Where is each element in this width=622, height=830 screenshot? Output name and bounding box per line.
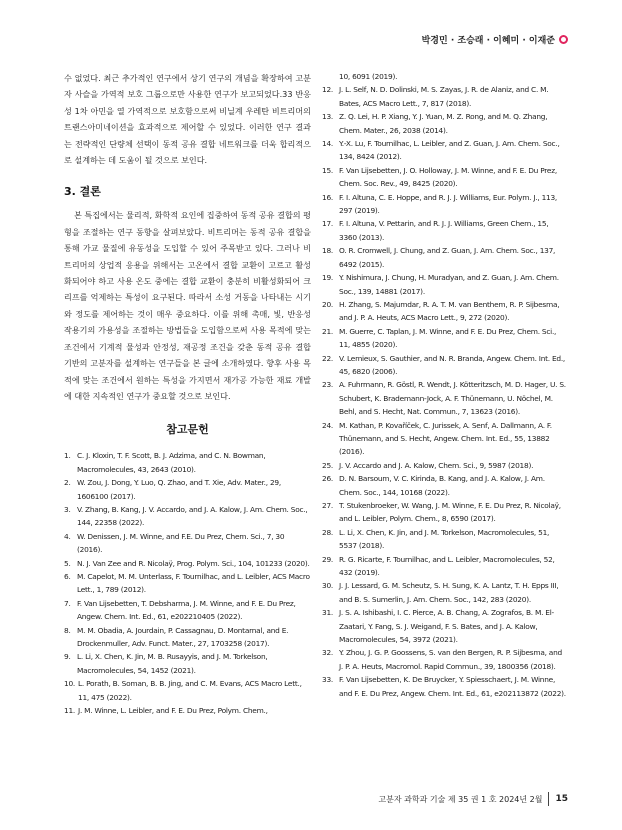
reference-number: 28. [322,527,334,537]
reference-text: Y. Zhou, J. G. P. Goossens, S. van den Bergen, R. P. Sijbesma, and J. P. A. Heuts, Macromol. Rapid Commun., 39, 1800356 (2018). [339,648,562,671]
left-column [64,70,311,717]
reference-number: 23. [322,380,334,390]
reference-text: F. Van Lijsebetten, T. Debsharma, J. M. Winne, and F. E. Du Prez, Angew. Chem. Int. Ed., 61, e202210405 (2022). [77,598,296,622]
reference-item [322,271,567,298]
right-column [322,70,567,700]
reference-item [64,557,311,570]
reference-item [322,83,567,110]
reference-number: 13. [322,112,334,122]
reference-number: 3. [64,504,71,514]
reference-item [322,646,567,673]
reference-text: A. Fuhrmann, R. Göstl, R. Wendt, J. Kötteritzsch, M. D. Hager, U. S. Schubert, K. Brademann-Jock, A. F. Thünemann, U. Nöchel, M. Behl, and S. Hecht, Nat. Commun., 7, 13623 (2016). [339,380,566,417]
reference-number: 8. [64,625,71,635]
reference-text: V. Zhang, B. Kang, J. V. Accardo, and J. A. Kalow, J. Am. Chem. Soc., 144, 22358 (2022). [77,504,308,528]
reference-number: 21. [322,326,334,336]
reference-item [64,650,311,677]
reference-text: L. Li, X. Chen, K. Jin, and J. M. Torkelson, Macromolecules, 51, 5537 (2018). [339,527,550,551]
reference-item [322,137,567,164]
reference-text: Y.-X. Lu, F. Tournilhac, L. Leibler, and Z. Guan, J. Am. Chem. Soc., 134, 8424 (2012). [339,139,560,162]
reference-text: L. Porath, B. Soman, B. B. Jing, and C. M. Evans, ACS Macro Lett., 11, 475 (2022). [78,679,302,702]
reference-text: J. S. A. Ishibashi, I. C. Pierce, A. B. Chang, A. Zografos, B. M. El-Zaatari, Y. Fang, S. J. Weigand, F. S. Bates, and J. A. Kalow, Macromolecules, 54, 3972 (2021). [339,608,554,645]
reference-item [322,459,567,472]
reference-text: W. Zou, J. Dong, Y. Luo, Q. Zhao, and T. Xie, Adv. Mater., 29, 1606100 (2017). [77,478,281,501]
body-paragraph-1: 수 없었다. 최근 추가적인 연구에서 상기 연구의 개념을 확장하여 고분자 사슬을 가역적 보호 그룹으로만 사용한 연구가 보고되었다.33 반응성 1차 아민을 열 가역적으로 보호함으로써 비닐계 우레탄 비트리머의 트랜스아미네이션을 효과적으로 제어할 수 있었다. 이러한 연구 결과는 전략적인 단량체 선택이 동적 공유 결합 네트워크를 더욱 합리적으로 설계하는 데 도움이 될 것으로 보인다. [64,73,311,166]
reference-number: 32. [322,648,334,658]
reference-item [322,110,567,137]
reference-number: 1. [64,451,71,461]
reference-number: 2. [64,478,71,488]
reference-number: 22. [322,353,334,363]
reference-item [64,624,311,651]
reference-text: R. G. Ricarte, F. Tournilhac, and L. Leibler, Macromolecules, 52, 432 (2019). [339,554,555,578]
reference-item [322,472,567,499]
reference-number: 15. [322,165,334,175]
reference-item [322,352,567,379]
reference-number: 6. [64,571,71,581]
reference-text: F. Van Lijsebetten, J. O. Holloway, J. M. Winne, and F. E. Du Prez, Chem. Soc. Rev., 49, 8425 (2020). [339,165,557,189]
reference-text: C. J. Kloxin, T. F. Scott, B. J. Adzima, and C. N. Bowman, Macromolecules, 43, 2643 (2010). [77,451,266,474]
reference-item [322,526,567,553]
references-title: 참고문헌 [166,423,209,437]
running-header [422,33,568,46]
reference-text: O. R. Cromwell, J. Chung, and Z. Guan, J. Am. Chem. Soc., 137, 6492 (2015). [339,246,556,269]
reference-text: T. Stukenbroeker, W. Wang, J. M. Winne, F. E. Du Prez, R. Nicolaÿ, and L. Leibler, Polym. Chem., 8, 6590 (2017). [339,501,561,524]
reference-item [322,164,567,191]
reference-number: 18. [322,246,334,256]
reference-item [322,325,567,352]
body-paragraph-2: 본 특집에서는 물리적, 화학적 요인에 집중하여 동적 공유 결합의 평형을 조절하는 연구 동향을 살펴보았다. 비트리머는 동적 공유 결합을 통해 가교 물질에 유동성을 도입할 수 있어 주목받고 있다. 그러나 비트리머의 상업적 응용을 위해서는 고온에서 결합 교환이 고르고 활성화되어야 하고 사용 온도 중에는 결합 교환이 충분히 비활성화되어 크리프를 억제하는 특성이 요구된다. 따라서 소성 거동을 나타내는 시기와 정도를 제어하는 것이 매우 중요하다. 이를 위해 촉매, 빛, 반응성 작용기의 가용성을 조절하는 방법들을 도입함으로써 사용 목적에 맞는 조건에서 기계적 물성과 안정성, 재공정 조건을 갖춘 동적 공유 결합 기반의 고분자를 설계하는 연구들을 본 글에 소개하였다. 향후 사용 목적에 맞는 조건에서 원하는 특성을 가지면서 재가공 가능한 재료 개발에 대한 지속적인 연구가 중요할 것으로 보인다. [64,210,311,401]
reference-text: J. M. Winne, L. Leibler, and F. E. Du Prez, Polym. Chem., [78,706,268,716]
reference-number: 25. [322,460,334,470]
reference-number: 11. [64,706,76,716]
reference-number: 19. [322,273,334,283]
reference-number: 24. [322,420,334,430]
reference-number: 4. [64,531,71,541]
reference-number: 12. [322,85,334,95]
reference-item [64,570,311,597]
reference-item [64,449,311,476]
reference-item [322,70,567,83]
reference-text: V. Lemieux, S. Gauthier, and N. R. Branda, Angew. Chem. Int. Ed., 45, 6820 (2006). [339,353,566,376]
reference-number: 10. [64,679,76,689]
page-number: 15 [555,794,568,804]
reference-item [64,530,311,557]
reference-item [64,503,311,530]
reference-text: Z. Q. Lei, H. P. Xiang, Y. J. Yuan, M. Z. Rong, and M. Q. Zhang, Chem. Mater., 26, 2038 (2014). [339,112,548,135]
reference-number: 30. [322,581,334,591]
header-authors: 박경민 · 조승래 · 이혜미 · 이재준 [421,36,555,46]
header-circle-icon [559,35,568,44]
reference-item [64,704,311,717]
reference-text: F. I. Altuna, V. Pettarin, and R. J. J. Williams, Green Chem., 15, 3360 (2013). [339,219,549,242]
reference-item [322,419,567,459]
reference-text: 10, 6091 (2019). [339,72,398,81]
reference-text: H. Zhang, S. Majumdar, R. A. T. M. van Benthem, R. P. Sijbesma, and J. P. A. Heuts, ACS Macro Lett., 9, 272 (2020). [339,299,560,323]
reference-number: 26. [322,474,334,484]
reference-text: D. N. Barsoum, V. C. Kirinda, B. Kang, and J. A. Kalow, J. Am. Chem. Soc., 144, 10168 (2022). [339,474,545,497]
reference-number: 20. [322,299,334,309]
reference-text: M. Kathan, P. Kovaříček, C. Jurissek, A. Senf, A. Dallmann, A. F. Thünemann, and S. Hecht, Angew. Chem. Int. Ed., 55, 13882 (2016). [339,420,552,457]
reference-number: 33. [322,675,334,685]
reference-text: F. Van Lijsebetten, K. De Bruycker, Y. Spiesschaert, J. M. Winne, and F. E. Du Prez, Angew. Chem. Int. Ed., 61, e202113872 (2022). [339,675,566,698]
reference-text: W. Denissen, J. M. Winne, and F.E. Du Prez, Chem. Sci., 7, 30 (2016). [77,531,285,555]
reference-number: 27. [322,501,334,510]
reference-number: 17. [322,219,334,229]
reference-list-right [322,70,567,700]
reference-item [322,606,567,646]
reference-item [322,553,567,580]
reference-item [64,597,311,624]
reference-number: 9. [64,652,71,662]
reference-item [322,298,567,325]
reference-number: 29. [322,554,334,564]
reference-number: 14. [322,139,334,149]
page-footer [378,792,568,806]
reference-item [322,579,567,606]
reference-text: M. M. Obadia, A. Jourdain, P. Cassagnau, D. Montarnal, and E. Drockenmuller, Adv. Funct. Mater., 27, 1703258 (2017). [77,625,289,648]
reference-text: L. Li, X. Chen, K. Jin, M. B. Rusayyis, and J. M. Torkelson, Macromolecules, 54, 1452 (2021). [77,652,268,675]
footer-divider [548,792,549,806]
reference-text: J. V. Accardo and J. A. Kalow, Chem. Sci., 9, 5987 (2018). [339,460,534,470]
reference-item [64,476,311,503]
reference-number: 31. [322,608,334,618]
reference-number: 5. [64,558,71,568]
footer-journal: 고분자 과학과 기술 제 35 권 1 호 2024년 2월 [378,794,543,804]
reference-number: 7. [64,598,71,608]
reference-text: J. J. Lessard, G. M. Scheutz, S. H. Sung, K. A. Lantz, T. H. Epps III, and B. S. Sumerlin, J. Am. Chem. Soc., 142, 283 (2020). [339,581,559,604]
reference-item [322,217,567,244]
section-title-conclusion: 3. 결론 [64,185,101,199]
reference-number [322,70,336,83]
reference-item [322,673,567,700]
reference-item [322,499,567,526]
reference-text: Y. Nishimura, J. Chung, H. Muradyan, and Z. Guan, J. Am. Chem. Soc., 139, 14881 (2017). [339,273,559,296]
reference-text: N. J. Van Zee and R. Nicolaÿ, Prog. Polym. Sci., 104, 101233 (2020). [77,558,310,568]
reference-text: M. Guerre, C. Taplan, J. M. Winne, and F. E. Du Prez, Chem. Sci., 11, 4855 (2020). [339,326,557,350]
reference-item [322,378,567,418]
reference-item [322,244,567,271]
reference-text: J. L. Self, N. D. Dolinski, M. S. Zayas, J. R. de Alaniz, and C. M. Bates, ACS Macro Lett., 7, 817 (2018). [339,85,549,108]
reference-item [64,677,311,704]
reference-text: M. Capelot, M. M. Unterlass, F. Tournilhac, and L. Leibler, ACS Macro Lett., 1, 789 (2012). [77,571,310,595]
reference-number: 16. [322,192,334,202]
reference-item [322,191,567,218]
reference-list-left [64,449,311,717]
reference-text: F. I. Altuna, C. E. Hoppe, and R. J. J. Williams, Eur. Polym. J., 113, 297 (2019). [339,192,558,216]
